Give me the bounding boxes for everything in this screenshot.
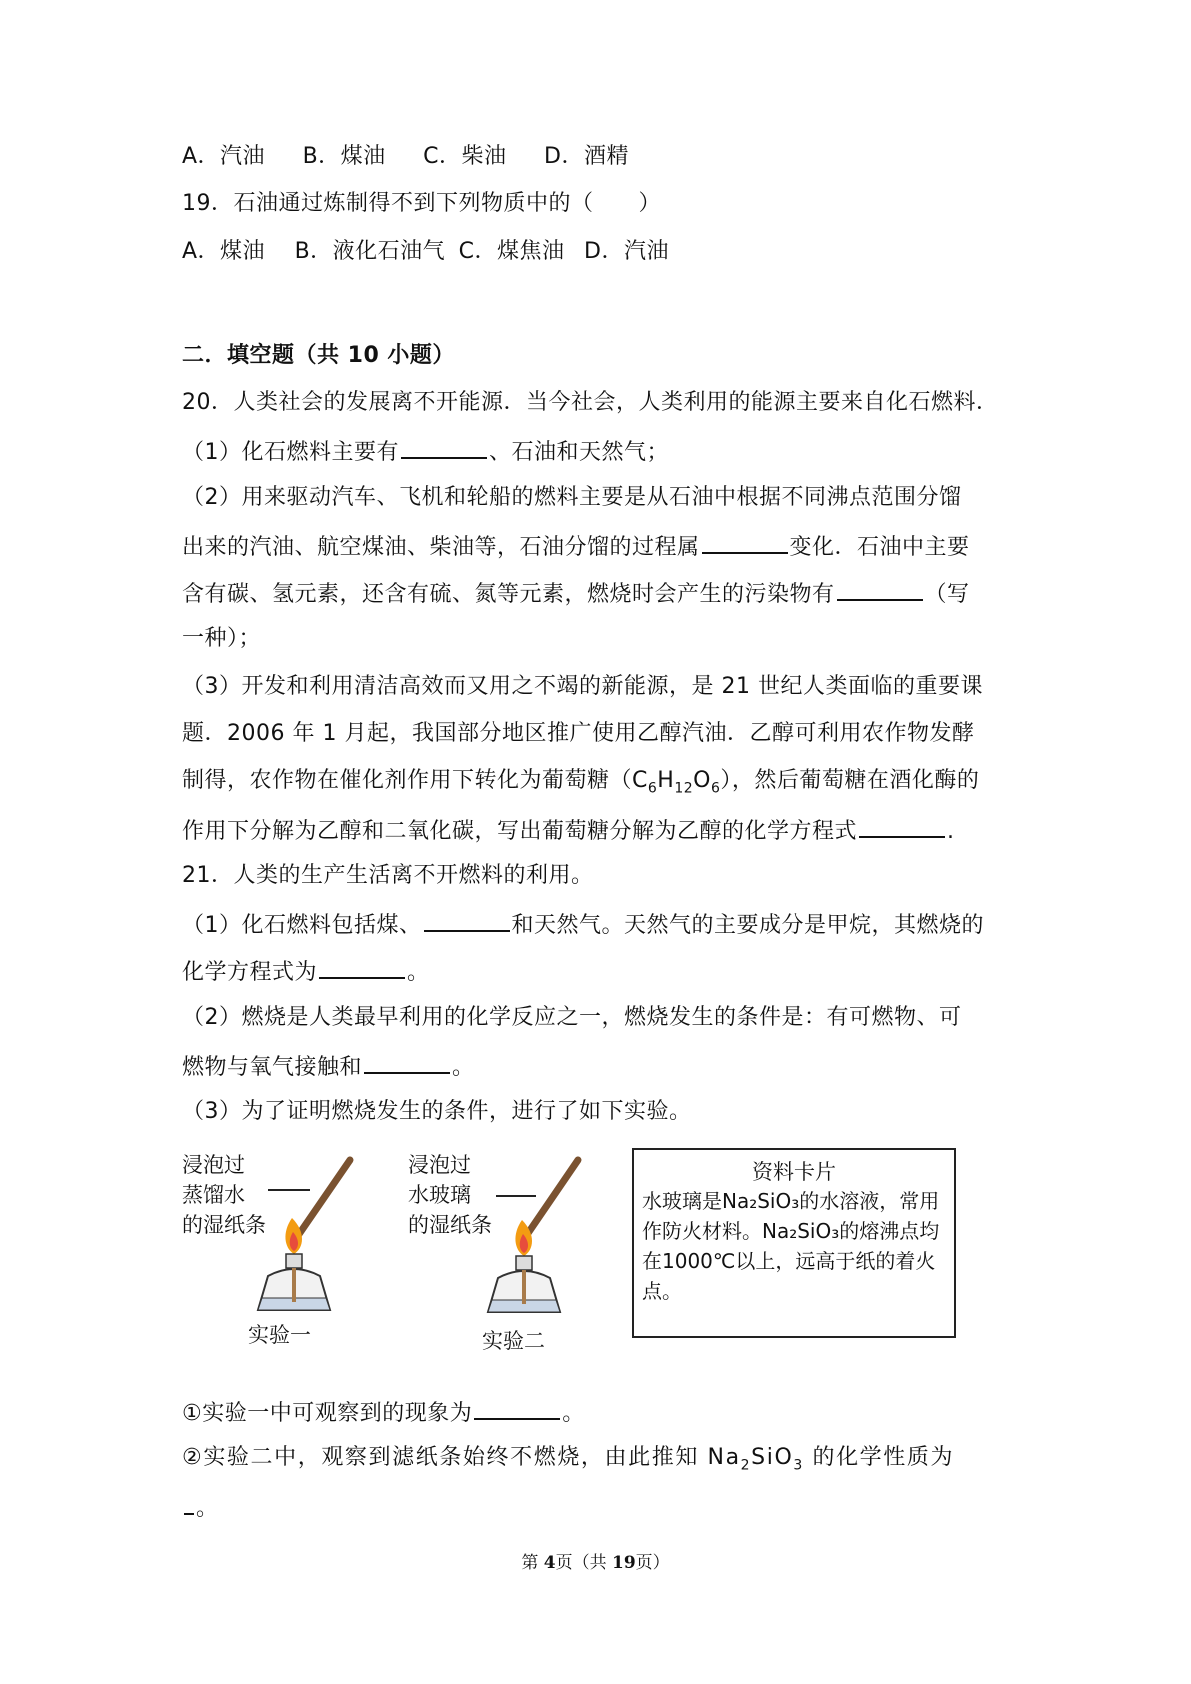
paper-strip [295, 1160, 350, 1240]
q21-part1-line1: （1）化石燃料包括煤、 和天然气。天然气的主要成分是甲烷，其燃烧的 [182, 908, 984, 941]
q21-stem: 21．人类的生产生活离不开燃料的利用。 [182, 863, 594, 888]
alcohol-lamp-illustration [470, 1150, 610, 1340]
exp2-label: 浸泡过 水玻璃 的湿纸条 [408, 1153, 492, 1237]
option-d: D．汽油 [584, 239, 669, 264]
q20-stem: 20．人类社会的发展离不开能源．当今社会，人类利用的能源主要来自化石燃料． [182, 390, 999, 415]
section-title: 二．填空题（共 10 小题） [182, 343, 455, 368]
answer-blank[interactable] [702, 530, 788, 554]
answer-blank[interactable] [474, 1396, 560, 1420]
exp2-caption: 实验二 [482, 1329, 545, 1353]
card-body: 水玻璃是Na₂SiO₃的水溶液，常用作防火材料。Na₂SiO₃的熔沸点均在1000℃以上，远高于纸的着火点。 [642, 1189, 940, 1303]
q20-part3-line2: 题．2006 年 1 月起，我国部分地区推广使用乙醇汽油．乙醇可利用农作物发酵 [182, 721, 975, 746]
option-c: C．煤焦油 [458, 239, 565, 264]
q20-part2-line4: 一种）； [182, 626, 262, 651]
q18-options [182, 142, 659, 172]
answer-blank[interactable] [859, 814, 945, 838]
page-footer: 第 4页（共 19页） [521, 1553, 670, 1573]
q21-sub2-end: 。 [182, 1491, 219, 1524]
answer-blank[interactable] [424, 908, 510, 932]
q21-part1-line2: 化学方程式为 。 [182, 955, 430, 988]
answer-blank[interactable] [364, 1050, 450, 1074]
alcohol-lamp-illustration [240, 1150, 380, 1340]
q20-part3-line3: 制得，农作物在催化剂作用下转化为葡萄糖$(C_6H_{12}O_6)$，然后葡萄糖在酒化酶的 [182, 768, 980, 797]
answer-blank[interactable] [319, 955, 405, 979]
option-b: B．煤油 [302, 144, 386, 169]
q20-part2-line1: （2）用来驱动汽车、飞机和轮船的燃料主要是从石油中根据不同沸点范围分馏 [182, 485, 962, 510]
q20-part2-line2: 出来的汽油、航空煤油、柴油等，石油分馏的过程属 变化．石油中主要 [182, 530, 970, 563]
option-c: C．柴油 [423, 144, 507, 169]
option-a: A．汽油 [182, 144, 266, 169]
answer-blank[interactable] [184, 1491, 194, 1515]
q19-stem: 19．石油通过炼制得不到下列物质中的（ ） [182, 191, 661, 216]
option-d: D．酒精 [544, 144, 629, 169]
lamp-neck [286, 1254, 302, 1268]
q21-part3: （3）为了证明燃烧发生的条件，进行了如下实验。 [182, 1099, 692, 1124]
info-card [632, 1148, 956, 1338]
exp1-label: 浸泡过 蒸馏水 的湿纸条 [182, 1153, 266, 1237]
q20-part3-line4: 作用下分解为乙醇和二氧化碳，写出葡萄糖分解为乙醇的化学方程式 . [182, 814, 955, 847]
q21-part2-line2: 燃物与氧气接触和 。 [182, 1050, 475, 1083]
answer-blank[interactable] [401, 435, 487, 459]
q21-part2-line1: （2）燃烧是人类最早利用的化学反应之一，燃烧发生的条件是：有可燃物、可 [182, 1005, 962, 1030]
q20-part3-line1: （3）开发和利用清洁高效而又用之不竭的新能源，是 21 世纪人类面临的重要课 [182, 674, 983, 699]
exp1-caption: 实验一 [248, 1323, 311, 1347]
q21-sub2: ②实验二中，观察到滤纸条始终不燃烧，由此推知 $Na_2SiO_3$ 的化学性质为 [182, 1445, 955, 1474]
card-title: 资料卡片 [752, 1160, 836, 1184]
lamp-neck [516, 1256, 532, 1270]
option-a: A．煤油 [182, 239, 266, 264]
q20-part1: （1）化石燃料主要有 、石油和天然气； [182, 435, 669, 468]
q19-options [182, 237, 699, 267]
answer-blank[interactable] [837, 577, 923, 601]
q21-sub1: ①实验一中可观察到的现象为 。 [182, 1396, 585, 1429]
paper-strip [522, 1160, 578, 1242]
q20-part2-line3: 含有碳、氢元素，还含有硫、氮等元素，燃烧时会产生的污染物有 （写 [182, 577, 970, 610]
option-b: B．液化石油气 [294, 239, 446, 264]
